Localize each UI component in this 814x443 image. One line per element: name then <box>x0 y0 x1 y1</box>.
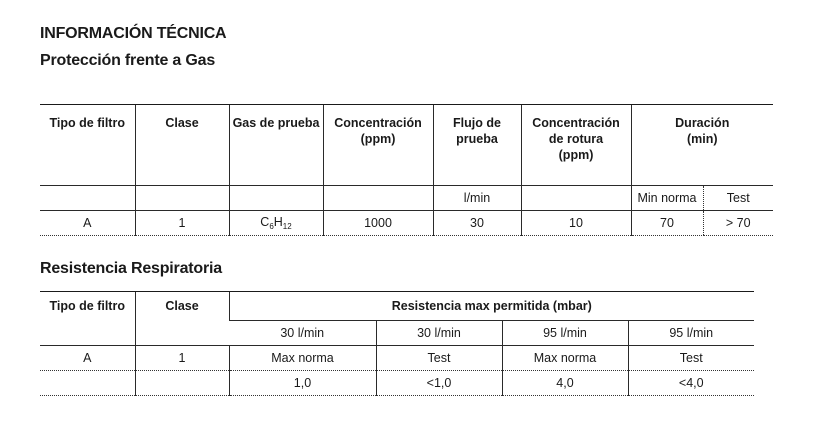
formula-h: H <box>273 215 283 229</box>
header-class: Clase <box>135 105 229 186</box>
flow-label: 95 l/min <box>502 321 628 346</box>
header-concentration-line2: (ppm) <box>360 132 396 146</box>
header-max-resistance: Resistencia max permitida (mbar) <box>229 292 754 321</box>
cell-breakthrough: 10 <box>521 211 631 236</box>
flow-label: 30 l/min <box>229 321 376 346</box>
header-flow <box>433 105 521 186</box>
formula-h-sub: 12 <box>282 222 292 231</box>
header-duration-line2: (min) <box>686 132 718 146</box>
header-breakthrough-line1: Concentración <box>532 116 620 130</box>
page-title: INFORMACIÓN TÉCNICA <box>40 25 227 42</box>
unit-min-norm: Min norma <box>631 186 703 211</box>
cell-value: 1,0 <box>229 371 376 396</box>
header-concentration-line1: Concentración <box>334 116 422 130</box>
header-breakthrough-line2: de rotura <box>548 132 604 146</box>
header-test-gas: Gas de prueba <box>229 105 323 186</box>
gas-protection-table <box>40 104 773 236</box>
header-flow-line1: Flujo de <box>453 116 501 130</box>
cell-kind: Max norma <box>229 346 376 371</box>
cell-concentration: 1000 <box>323 211 433 236</box>
formula-c-sub: 6 <box>269 222 274 231</box>
cell-test-gas <box>229 211 323 236</box>
cell-kind: Test <box>376 346 502 371</box>
units-row <box>40 186 773 211</box>
header-flow-line2: prueba <box>456 132 498 146</box>
table-header-row <box>40 292 754 321</box>
header-duration <box>631 105 773 186</box>
flow-label: 95 l/min <box>628 321 754 346</box>
cell-flow: 30 <box>433 211 521 236</box>
cell-test: > 70 <box>703 211 773 236</box>
cell-kind: Max norma <box>502 346 628 371</box>
section-title-gas: Protección frente a Gas <box>40 52 216 69</box>
table-header-row <box>40 105 773 186</box>
header-duration-line1: Duración <box>675 116 730 130</box>
unit-test: Test <box>703 186 773 211</box>
section-title-resistance: Resistencia Respiratoria <box>40 260 222 277</box>
header-filter-type: Tipo de filtro <box>40 292 135 346</box>
header-concentration <box>323 105 433 186</box>
respiratory-resistance-table <box>40 291 754 396</box>
header-class: Clase <box>135 292 229 346</box>
header-breakthrough-line3: (ppm) <box>558 148 594 162</box>
cell-value: <1,0 <box>376 371 502 396</box>
cell-filter-type: A <box>40 346 135 371</box>
cell-min-norm: 70 <box>631 211 703 236</box>
table-row <box>40 211 773 236</box>
unit-flow: l/min <box>433 186 521 211</box>
flow-label: 30 l/min <box>376 321 502 346</box>
cell-kind: Test <box>628 346 754 371</box>
table-row <box>40 371 754 396</box>
header-breakthrough <box>521 105 631 186</box>
cell-value: <4,0 <box>628 371 754 396</box>
cell-filter-type: A <box>40 211 135 236</box>
formula-c: C <box>260 215 270 229</box>
header-filter-type: Tipo de filtro <box>40 105 135 186</box>
cell-value: 4,0 <box>502 371 628 396</box>
cell-class: 1 <box>135 211 229 236</box>
table-row <box>40 346 754 371</box>
cell-class: 1 <box>135 346 229 371</box>
